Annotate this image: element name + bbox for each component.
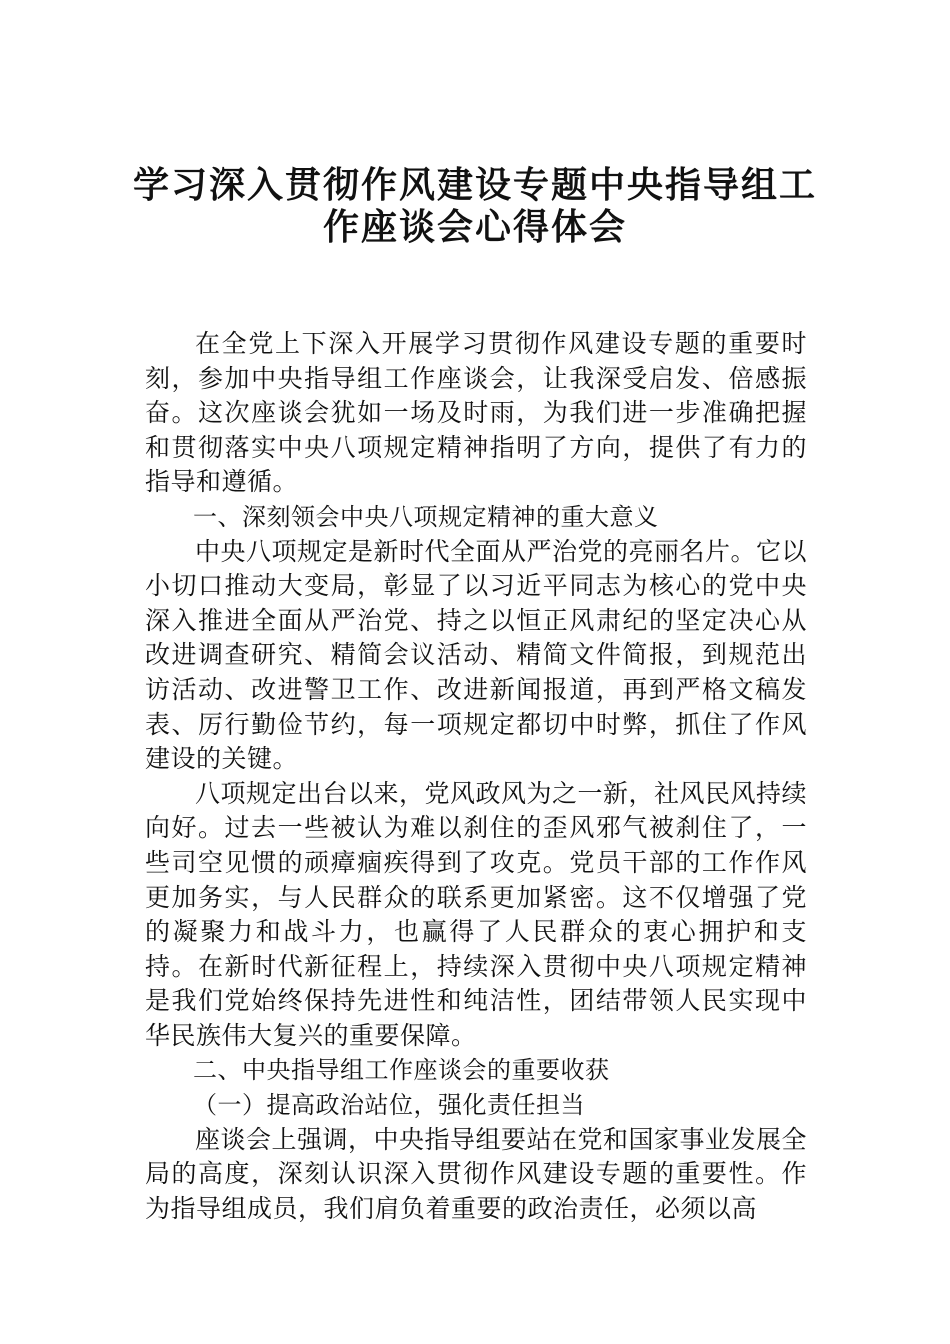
intro-paragraph: 在全党上下深入开展学习贯彻作风建设专题的重要时刻，参加中央指导组工作座谈会，让我深受启发、倍感振奋。这次座谈会犹如一场及时雨，为我们进一步准确把握和贯彻落实中央八项规定精神指明了方向，提供了有力的指导和遵循。 bbox=[145, 329, 807, 497]
section-1-heading: 一、深刻领会中央八项规定精神的重大意义 bbox=[193, 502, 659, 531]
section-2-subheading-1: （一）提高政治站位，强化责任担当 bbox=[193, 1091, 585, 1120]
section-1-paragraph-2: 八项规定出台以来，党风政风为之一新，社风民风持续向好。过去一些被认为难以刹住的歪风邪气被刹住了，一些司空见惯的顽瘴痼疾得到了攻克。党员干部的工作作风更加务实，与人民群众的联系更加紧密。这不仅增强了党的凝聚力和战斗力，也赢得了人民群众的衷心拥护和支持。在新时代新征程上，持续深入贯彻中央八项规定精神是我们党始终保持先进性和纯洁性，团结带领人民实现中华民族伟大复兴的重要保障。 bbox=[145, 778, 808, 1050]
section-2-sub-1-paragraph-1: 座谈会上强调，中央指导组要站在党和国家事业发展全局的高度，深刻认识深入贯彻作风建设专题的重要性。作为指导组成员，我们肩负着重要的政治责任，必须以高 bbox=[145, 1124, 808, 1223]
section-2-heading: 二、中央指导组工作座谈会的重要收获 bbox=[193, 1056, 610, 1085]
document-title-line-2: 作座谈会心得体会 bbox=[322, 207, 627, 248]
document-body bbox=[145, 327, 807, 1226]
document-title-line-1: 学习深入贯彻作风建设专题中央指导组工 bbox=[132, 165, 817, 206]
section-1-paragraph-1: 中央八项规定是新时代全面从严治党的亮丽名片。它以小切口推动大变局，彰显了以习近平同志为核心的党中央深入推进全面从严治党、持之以恒正风肃纪的坚定决心从改进调查研究、精简会议活动、精简文件简报，到规范出访活动、改进警卫工作、改进新闻报道，再到严格文稿发表、厉行勤俭节约，每一项规定都切中时弊，抓住了作风建设的关键。 bbox=[145, 536, 808, 774]
